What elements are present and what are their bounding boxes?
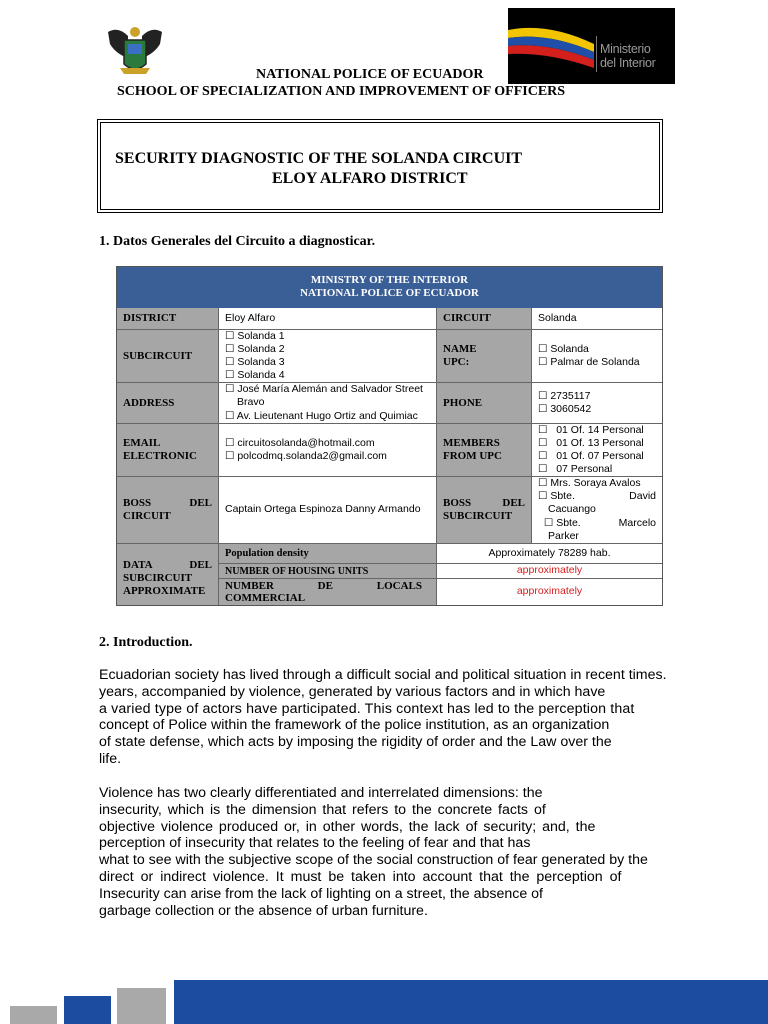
checkbox-bullet-icon: ☐ [538, 490, 548, 503]
email-label: EMAIL ELECTRONIC [117, 424, 219, 477]
paragraph-line: a varied type of actors have participated. This context has led to the perception that [99, 700, 635, 717]
phone-list [532, 383, 662, 424]
header-line-1: NATIONAL POLICE OF ECUADOR [256, 67, 484, 82]
boss-subcircuit-label: BOSS DEL SUBCIRCUIT [437, 477, 532, 544]
table-header-line-1: MINISTRY OF THE INTERIOR [310, 274, 469, 286]
footer-bar-blue [64, 996, 111, 1024]
list-item: ☐ Solanda 2 [225, 342, 285, 355]
list-item: ☐ polcodmq.solanda2@gmail.com [225, 450, 387, 462]
police-crest-logo [104, 18, 166, 80]
phone-label: PHONE [437, 383, 532, 424]
list-item: ☐ 01 Of. 14 Personal [538, 423, 644, 436]
list-item: ☐ Av. Lieutenant Hugo Ortiz and Quimiac [225, 409, 418, 422]
checkbox-bullet-icon: ☐ [225, 436, 235, 449]
paragraph-line: of state defense, which acts by imposing the rigidity of order and the Law over the [99, 734, 612, 751]
population-density-value: Approximately 78289 hab. [437, 544, 662, 564]
population-density-label: Population density [219, 544, 437, 564]
ministry-logo-line1: Ministerio [600, 42, 651, 56]
intro-paragraph-1 [99, 667, 677, 768]
commercial-locals-value: approximately [437, 579, 662, 605]
list-item: ☐ 07 Personal [538, 463, 613, 476]
checkbox-bullet-icon: ☐ [538, 463, 548, 476]
paragraph-line: Ecuadorian society has lived through a difficult social and political situation in recent times. [99, 667, 667, 683]
paragraph-line: years, accompanied by violence, generated by various factors and in which have [99, 683, 606, 700]
upc-list [532, 330, 662, 383]
list-item: ☐ 3060542 [538, 403, 592, 415]
list-item: ☐ Sbte. Marcelo [543, 516, 656, 529]
paragraph-line: garbage collection or the absence of urban furniture. [99, 902, 428, 919]
data-subcircuit-label: DATA DEL SUBCIRCUIT APPROXIMATE [117, 544, 219, 605]
checkbox-bullet-icon: ☐ [538, 450, 548, 462]
table-row [117, 477, 662, 544]
intro-paragraph-2 [99, 785, 677, 919]
paragraph-line: objective violence produced or, in other words, the lack of security; and, the [99, 818, 596, 835]
paragraph-line: concept of Police within the framework of the police institution, as an organization [99, 717, 610, 734]
list-item: ☐ Mrs. Soraya Avalos [538, 477, 641, 489]
table-row [117, 308, 662, 330]
housing-units-label: NUMBER OF HOUSING UNITS [219, 564, 437, 579]
boss-circuit-value: Captain Ortega Espinoza Danny Armando [219, 477, 437, 544]
checkbox-bullet-icon: ☐ [538, 342, 548, 355]
paragraph-line: Violence has two clearly differentiated and interrelated dimensions: the [99, 785, 543, 801]
email-list [219, 424, 437, 477]
members-label: MEMBERS FROM UPC [437, 424, 532, 477]
checkbox-bullet-icon: ☐ [225, 450, 235, 462]
paragraph-line: perception of insecurity that relates to the feeling of fear and that has [99, 835, 531, 852]
footer-bar-gray [10, 1006, 57, 1024]
circuit-value: Solanda [532, 308, 662, 330]
list-item: ☐ 2735117 [538, 389, 591, 402]
upc-name-label: NAME UPC: [437, 330, 532, 383]
paragraph-line: life. [99, 750, 122, 767]
ministry-logo-line2: del Interior [600, 56, 656, 70]
circuit-label: CIRCUIT [437, 308, 532, 330]
header-line-2: SCHOOL OF SPECIALIZATION AND IMPROVEMENT OF OFFICERS [117, 84, 566, 99]
housing-units-value: approximately [437, 564, 662, 579]
paragraph-line: Insecurity can arise from the lack of lighting on a street, the absence of [99, 885, 543, 902]
table-row [117, 544, 662, 605]
boss-circuit-label: BOSS DEL CIRCUIT [117, 477, 219, 544]
list-item: ☐ Solanda [538, 342, 589, 355]
document-title-line-1: SECURITY DIAGNOSTIC OF THE SOLANDA CIRCUIT [115, 150, 523, 167]
members-list [532, 424, 662, 477]
checkbox-bullet-icon: ☐ [225, 369, 235, 382]
commercial-locals-label: NUMBER DE LOCALS COMMERCIAL [219, 579, 437, 605]
checkbox-bullet-icon: ☐ [538, 477, 548, 489]
checkbox-bullet-icon: ☐ [538, 436, 548, 449]
checkbox-bullet-icon: ☐ [225, 383, 235, 396]
checkbox-bullet-icon: ☐ [225, 342, 235, 355]
list-item: ☐ 01 Of. 07 Personal [538, 450, 644, 462]
list-item: ☐ José María Alemán and Salvador Street [225, 383, 423, 396]
subcircuit-list [219, 330, 437, 383]
paragraph-line: direct or indirect violence. It must be taken into account that the perception of [99, 868, 622, 885]
checkbox-bullet-icon: ☐ [538, 403, 548, 415]
table-row [117, 424, 662, 477]
footer-bar-gray [117, 988, 166, 1024]
boss-subcircuit-list: ☐ Mrs. Soraya Avalos ☐ Sbte. David Cacuango ☐ Sbte. Marcelo Parker [532, 477, 662, 544]
table-row [117, 383, 662, 424]
subcircuit-label: SUBCIRCUIT [117, 330, 219, 383]
checkbox-bullet-icon: ☐ [538, 389, 548, 402]
list-item: ☐ Palmar de Solanda [538, 356, 640, 368]
list-item: ☐ 01 Of. 13 Personal [538, 436, 644, 449]
list-item: ☐ Solanda 4 [225, 369, 285, 382]
checkbox-bullet-icon: ☐ [225, 356, 235, 368]
district-value: Eloy Alfaro [219, 308, 437, 330]
footer-bar-blue-wide [174, 980, 768, 1024]
paragraph-line: what to see with the subjective scope of the social construction of fear generated by the [99, 852, 648, 869]
checkbox-bullet-icon: ☐ [225, 409, 235, 422]
circuit-data-table [116, 266, 663, 606]
document-title-line-2: ELOY ALFARO DISTRICT [272, 170, 468, 187]
paragraph-line: insecurity, which is the dimension that refers to the concrete facts of [99, 801, 546, 818]
table-row [117, 330, 662, 383]
list-item: ☐ Solanda 3 [225, 356, 285, 368]
address-label: ADDRESS [117, 383, 219, 424]
section-1-heading: 1. Datos Generales del Circuito a diagnosticar. [99, 234, 376, 249]
table-header [117, 267, 662, 308]
checkbox-bullet-icon: ☐ [225, 329, 235, 342]
district-label: DISTRICT [117, 308, 219, 330]
address-list: ☐ José María Alemán and Salvador Street Bravo ☐ Av. Lieutenant Hugo Ortiz and Quimiac [219, 383, 437, 424]
list-item: ☐ circuitosolanda@hotmail.com [225, 436, 375, 449]
table-header-line-2: NATIONAL POLICE OF ECUADOR [300, 287, 479, 299]
checkbox-bullet-icon: ☐ [543, 516, 554, 529]
checkbox-bullet-icon: ☐ [538, 423, 548, 436]
section-2-heading: 2. Introduction. [99, 635, 193, 650]
checkbox-bullet-icon: ☐ [538, 356, 548, 368]
list-item: ☐ Solanda 1 [225, 329, 285, 342]
list-item: ☐ Sbte. David [538, 490, 656, 503]
ministry-of-interior-logo [508, 8, 675, 84]
